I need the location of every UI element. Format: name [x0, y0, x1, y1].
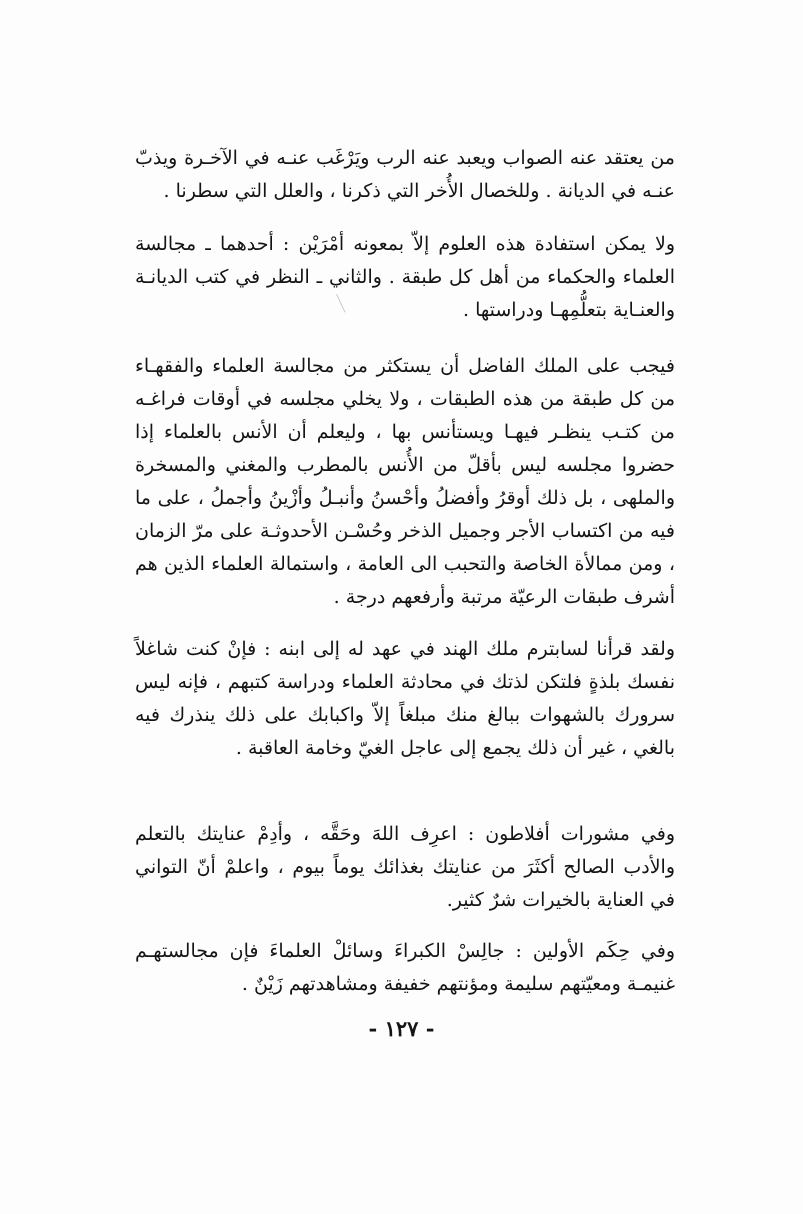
- paragraph-1: من يعتقد عنه الصواب ويعبد عنه الرب ويَرْغَب عنـه في الآخـرة ويذبّ عنـه في الديانة . وللخصال الأُخر التي ذكرنا ، والعلل التي سطرنا .: [135, 147, 675, 202]
- page-number: - ١٢٧ -: [368, 1016, 435, 1041]
- paragraph-4: ولقد قرأنا لسابترم ملك الهند في عهد له إلى ابنه : فإنْ كنت شاغلاً نفسك بلذةٍ فلتكن لذتك في محادثة العلماء ودراسة كتبهم ، فإنه ليس سرورك بالشهوات ببالغ منك مبلغاً إلاّ واكبابك على ذلك ينذرك فيه بالغي ، غير أن ذلك يجمع إلى عاجل الغيّ وخامة العاقبة .: [135, 638, 675, 759]
- paragraph-2: ولا يمكن استفادة هذه العلوم إلاّ بمعونه أمْرَيْن : أحدهما ـ مجالسة العلماء والحكماء من أهل كل طبقة . والثاني ـ النظر في كتب الديانـة والعنـاية بتعلُّمِهـا ودراستها .: [135, 233, 675, 321]
- paragraph-6: وفي حِكَم الأولين : جالِسْ الكبراءَ وسائلْ العلماءَ فإن مجالستهـم غنيمـة ومعيّتهم سليمة ومؤنتهم خفيفة ومشاهدتهم زَيْنٌ .: [135, 940, 675, 995]
- paragraph-3: فيجب على الملك الفاضل أن يستكثر من مجالسة العلماء والفقهـاء من كل طبقة من هذه الطبقات ، ولا يخلي مجلسه في أوقات فراغـه من كتـب ينظـر فيهـا ويستأنس بها ، وليعلم أن الأنس بالعلماء إذا حضروا مجلسه ليس بأقلّ من الأُنس بالمطرب والمغني والمسخرة والملهى ، بل ذلك أوقرُ وأفضلُ وأحْسنُ وأنبـلُ وأزْينُ وأجملُ ، على ما فيه من اكتساب الأجر وجميل الذخر وحُسْـن الأحدوثـة على مرّ الزمان ، ومن ممالأة الخاصة والتحبب الى العامة ، واستمالة العلماء الذين هم أشرف طبقات الرعيّة مرتبة وأرفعهم درجة .: [135, 355, 675, 608]
- paragraph-5: وفي مشورات أفلاطون : اعرِف اللهَ وحَقَّه ، وأدِمْ عنايتك بالتعلم والأدب الصالح أكثَرَ من عنايتك بغذائك يوماً بيوم ، واعلمْ أنّ التواني في العناية بالخيرات شرٌ كثير.: [135, 823, 675, 911]
